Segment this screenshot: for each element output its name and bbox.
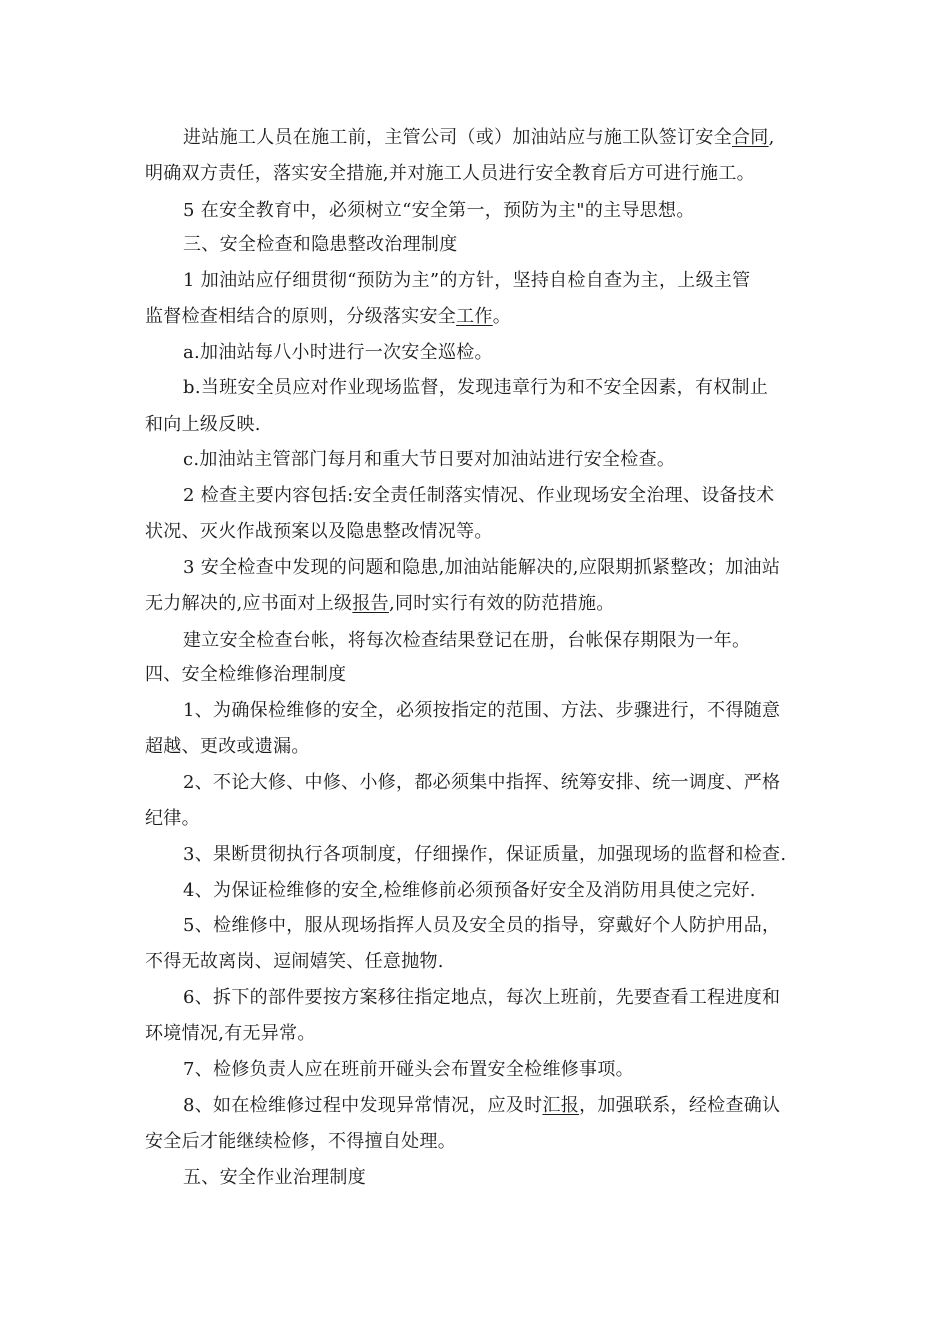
text-segment: 无力解决的,应书面对上级 — [145, 593, 353, 614]
paragraph-line — [145, 592, 615, 616]
paragraph-line: 6、拆下的部件要按方案移往指定地点，每次上班前，先要查看工程进度和 — [183, 987, 781, 1008]
paragraph-line — [183, 126, 775, 150]
paragraph-line: 1、为确保检维修的安全，必须按指定的范围、方法、步骤进行，不得随意 — [183, 700, 781, 721]
paragraph-line — [145, 305, 511, 329]
section-heading: 五、安全作业治理制度 — [183, 1167, 366, 1188]
paragraph-line: 5、检维修中，服从现场指挥人员及安全员的指导，穿戴好个人防护用品， — [183, 915, 781, 936]
text-segment: 监督检查相结合的原则，分级落实安全 — [145, 306, 457, 327]
section-heading: 四、安全检维修治理制度 — [145, 664, 347, 685]
paragraph-line: 纪律。 — [145, 808, 200, 829]
paragraph-line: 1 加油站应仔细贯彻“预防为主”的方针，坚持自检自查为主，上级主管 — [183, 270, 751, 291]
paragraph-line: 2、不论大修、中修、小修，都必须集中指挥、统筹安排、统一调度、严格 — [183, 772, 781, 793]
text-segment: 8、如在检维修过程中发现异常情况，应及时 — [183, 1095, 543, 1116]
paragraph-line: a.加油站每八小时进行一次安全巡检。 — [183, 342, 493, 363]
paragraph-line: 建立安全检查台帐，将每次检查结果登记在册，台帐保存期限为一年。 — [183, 630, 751, 651]
section-heading: 三、安全检查和隐患整改治理制度 — [183, 234, 458, 255]
paragraph-line: c.加油站主管部门每月和重大节日要对加油站进行安全检查。 — [183, 449, 676, 470]
work-link[interactable]: 工作 — [456, 306, 493, 327]
text-segment: 。 — [492, 306, 512, 327]
report-link[interactable]: 报告 — [352, 593, 389, 614]
paragraph-line: 不得无故离岗、逗闹嬉笑、任意抛物. — [145, 951, 444, 972]
paragraph-line: 4、为保证检维修的安全,检维修前必须预备好安全及消防用具使之完好. — [183, 880, 756, 901]
paragraph-line: 和向上级反映. — [145, 414, 261, 435]
text-segment: ,同时实行有效的防范措施。 — [388, 593, 615, 614]
paragraph-line: 明确双方责任，落实安全措施,并对施工人员进行安全教育后方可进行施工。 — [145, 163, 755, 184]
paragraph-line — [183, 1094, 780, 1118]
paragraph-line: 环境情况,有无异常。 — [145, 1023, 316, 1044]
text-segment: , — [768, 127, 775, 148]
paragraph-line: 安全后才能继续检修，不得擅自处理。 — [145, 1131, 457, 1152]
paragraph-line: 7、检修负责人应在班前开碰头会布置安全检维修事项。 — [183, 1059, 634, 1080]
paragraph-line: 5 在安全教育中，必须树立“安全第一，预防为主"的主导思想。 — [183, 200, 695, 221]
text-segment: 进站施工人员在施工前，主管公司（或）加油站应与施工队签订安全 — [183, 127, 732, 148]
paragraph-line: 2 检查主要内容包括:安全责任制落实情况、作业现场安全治理、设备技术 — [183, 485, 775, 506]
contract-link[interactable]: 合同 — [732, 127, 769, 148]
report-back-link[interactable]: 汇报 — [542, 1095, 580, 1116]
paragraph-line: 3 安全检查中发现的问题和隐患,加油站能解决的,应限期抓紧整改；加油站 — [183, 557, 781, 578]
paragraph-line: 状况、灭火作战预案以及隐患整改情况等。 — [145, 521, 493, 542]
text-segment: ，加强联系，经检查确认 — [579, 1095, 781, 1116]
paragraph-line: 超越、更改或遗漏。 — [145, 736, 310, 757]
paragraph-line: b.当班安全员应对作业现场监督，发现违章行为和不安全因素，有权制止 — [183, 377, 769, 398]
paragraph-line: 3、果断贯彻执行各项制度，仔细操作，保证质量，加强现场的监督和检查. — [183, 844, 787, 865]
